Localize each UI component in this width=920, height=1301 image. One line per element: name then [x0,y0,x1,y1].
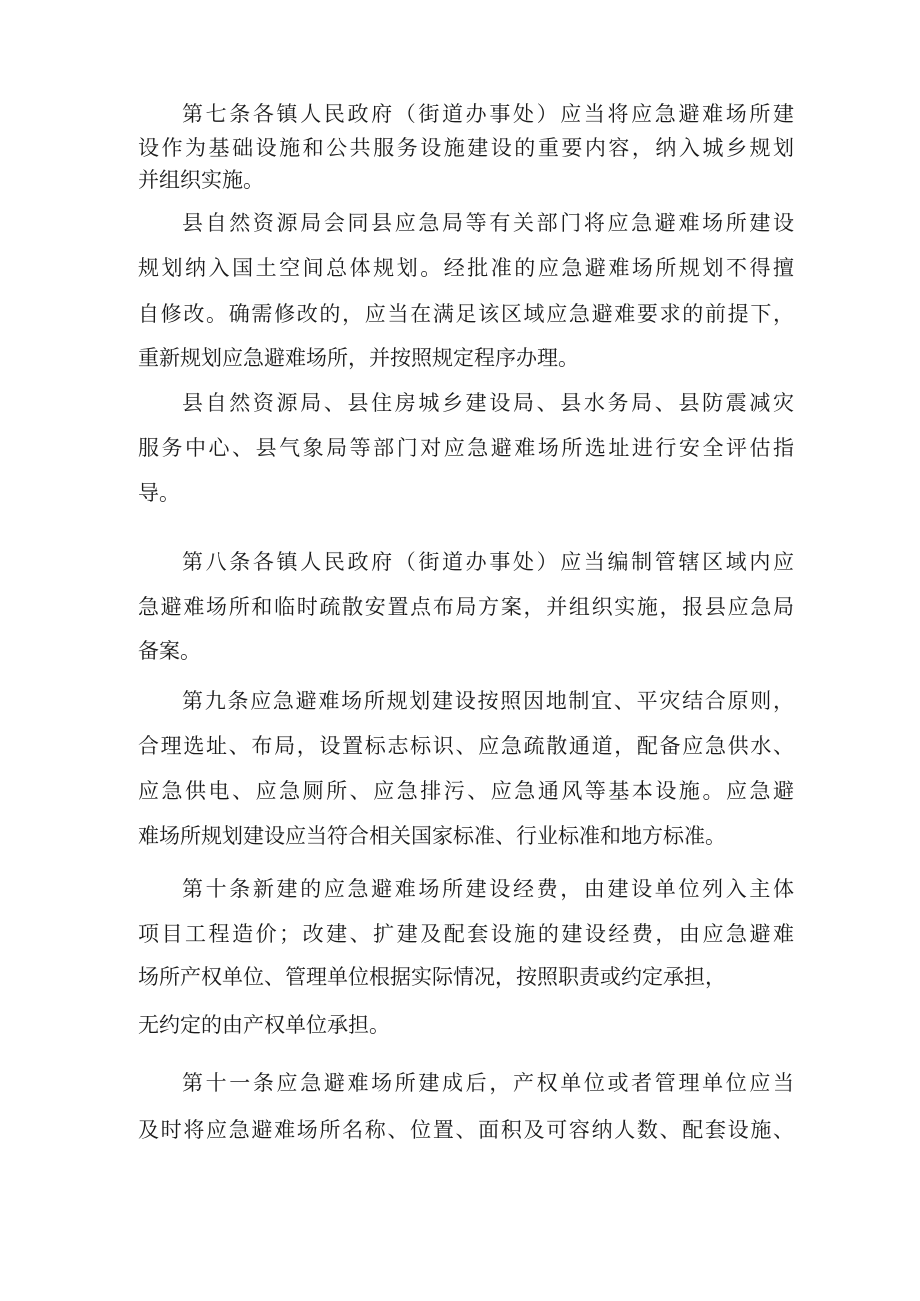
paragraph-2-line-2: 规划纳入国土空间总体规划。经批准的应急避难场所规划不得擅 [138,256,794,280]
paragraph-3-line-1: 县自然资源局、县住房城乡建设局、县水务局、县防震减灾 [182,391,794,415]
article-9-line-3: 应急供电、应急厕所、应急排污、应急通风等基本设施。应急避 [138,779,794,803]
article-9-line-2: 合理选址、布局，设置标志标识、应急疏散通道，配备应急供水、 [138,734,794,758]
article-7-line-1: 第七条各镇人民政府（街道办事处）应当将应急避难场所建 [182,102,794,126]
article-10-line-1: 第十条新建的应急避难场所建设经费，由建设单位列入主体 [182,877,794,901]
paragraph-2-line-4: 重新规划应急避难场所，并按照规定程序办理。 [138,346,579,370]
article-8-line-1: 第八条各镇人民政府（街道办事处）应当编制管辖区域内应 [182,550,794,574]
article-10-line-3: 场所产权单位、管理单位根据实际情况，按照职责或约定承担， [138,965,726,989]
article-8-line-2: 急避难场所和临时疏散安置点布局方案，并组织实施，报县应急局 [138,595,794,619]
article-10-line-4: 无约定的由产权单位承担。 [138,1013,390,1037]
paragraph-3-line-3: 导。 [138,481,180,505]
article-7-line-3: 并组织实施。 [138,168,264,192]
article-11-line-2: 及时将应急避难场所名称、位置、面积及可容纳人数、配套设施、 [138,1118,794,1142]
article-10-line-2: 项目工程造价；改建、扩建及配套设施的建设经费，由应急避难 [138,922,794,946]
paragraph-2-line-1: 县自然资源局会同县应急局等有关部门将应急避难场所建设 [182,211,794,235]
paragraph-3-line-2: 服务中心、县气象局等部门对应急避难场所选址进行安全评估指 [138,436,794,460]
article-9-line-1: 第九条应急避难场所规划建设按照因地制宜、平灾结合原则， [182,689,794,713]
paragraph-2-line-3: 自修改。确需修改的，应当在满足该区域应急避难要求的前提下， [138,302,794,326]
article-11-line-1: 第十一条应急避难场所建成后，产权单位或者管理单位应当 [182,1071,794,1095]
article-8-line-3: 备案。 [138,639,201,663]
article-7-line-2: 设作为基础设施和公共服务设施建设的重要内容，纳入城乡规划 [138,136,794,160]
article-9-line-4: 难场所规划建设应当符合相关国家标准、行业标准和地方标准。 [138,824,726,848]
